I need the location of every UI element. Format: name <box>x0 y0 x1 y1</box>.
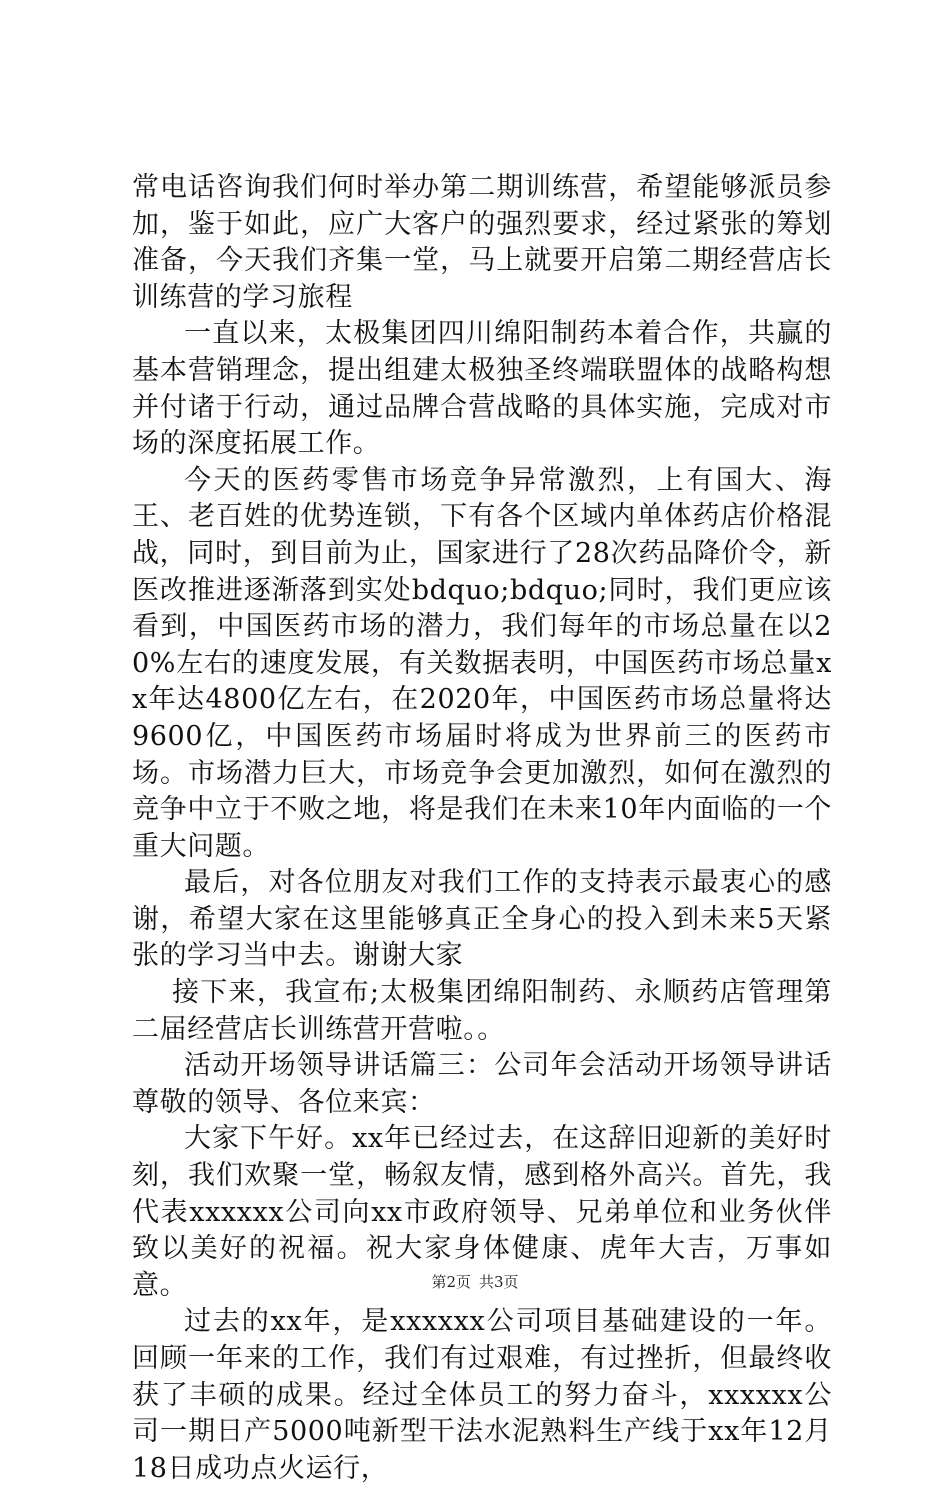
page-number: 第2页 <box>431 1273 471 1291</box>
paragraph: 活动开场领导讲话篇三：公司年会活动开场领导讲话尊敬的领导、各位来宾： <box>132 1050 832 1118</box>
paragraph: 接下来，我宣布;太极集团绵阳制药、永顺药店管理第二届经营店长训练营开营啦。。 <box>132 977 832 1045</box>
paragraph: 大家下午好。xx年已经过去，在这辞旧迎新的美好时刻，我们欢聚一堂，畅叙友情，感到格外高兴。首先，我代表xxxxxx公司向xx市政府领导、兄弟单位和业务伙伴致以美好的祝福。祝大家身体健康、虎年大吉，万事如意。 <box>132 1123 832 1301</box>
paragraph: 一直以来，太极集团四川绵阳制药本着合作，共赢的基本营销理念，提出组建太极独圣终端联盟体的战略构想并付诸于行动，通过品牌合营战略的具体实施，完成对市场的深度拓展工作。 <box>132 318 832 460</box>
page-footer <box>0 1272 950 1292</box>
paragraph: 常电话咨询我们何时举办第二期训练营，希望能够派员参加，鉴于如此，应广大客户的强烈要求，经过紧张的筹划准备，今天我们齐集一堂，马上就要开启第二期经营店长训练营的学习旅程 <box>132 172 832 313</box>
paragraph: 过去的xx年，是xxxxxx公司项目基础建设的一年。回顾一年来的工作，我们有过艰难，有过挫折，但最终收获了丰硕的成果。经过全体员工的努力奋斗，xxxxxx公司一期日产5000吨新型干法水泥熟料生产线于xx年12月18日成功点火运行， <box>132 1306 832 1484</box>
paragraph: 今天的医药零售市场竞争异常激烈，上有国大、海王、老百姓的优势连锁，下有各个区域内单体药店价格混战，同时，到目前为止，国家进行了28次药品降价令，新医改推进逐渐落到实处bdquo;bdquo;同时，我们更应该看到，中国医药市场的潜力，我们每年的市场总量在以20%左右的速度发展，有关数据表明，中国医药市场总量xx年达4800亿左右，在2020年，中国医药市场总量将达9600亿，中国医药市场届时将成为世界前三的医药市场。市场潜力巨大，市场竞争会更加激烈，如何在激烈的竞争中立于不败之地，将是我们在未来10年内面临的一个重大问题。 <box>132 464 832 862</box>
page-total: 共3页 <box>479 1273 519 1291</box>
paragraph: 最后，对各位朋友对我们工作的支持表示最衷心的感谢，希望大家在这里能够真正全身心的投入到未来5天紧张的学习当中去。谢谢大家 <box>132 867 832 972</box>
